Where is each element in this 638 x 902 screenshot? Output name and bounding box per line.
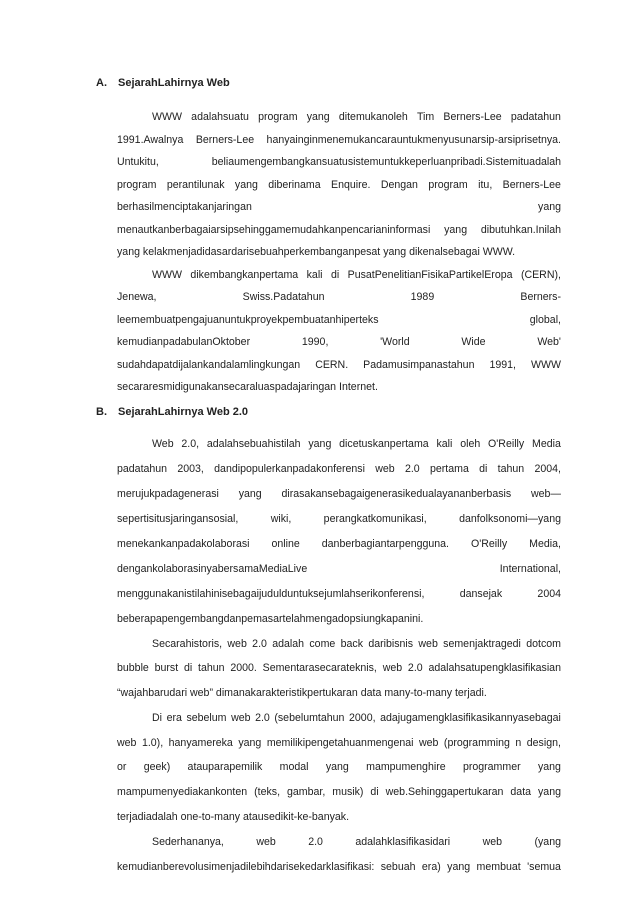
section-b-letter: B. bbox=[96, 406, 107, 418]
sectionA-line: Jenewa, Swiss.Padatahun 1989 Berners- bbox=[117, 291, 561, 303]
sectionB-line: menggunakanistilahinisebagaijudulduntuksejumlahserikonferensi, dansejak 2004 bbox=[117, 588, 561, 600]
sectionA-line: leemembuatpengajuanuntukproyekpembuatanhiperteks global, bbox=[117, 314, 561, 326]
sectionA-line: yang kelakmenjadidasardarisebuahperkembanganpesat yang dikenalsebagai WWW. bbox=[117, 246, 516, 258]
sectionB-line: terjadiadalah one-to-many atausedikit-ke-banyak. bbox=[117, 811, 350, 823]
sectionA-line: kemudianpadabulanOktober 1990, 'World Wide Web' bbox=[117, 336, 561, 348]
sectionB-line: beberapapengembangdanpemasartelahmengadopsiungkapanini. bbox=[117, 613, 424, 625]
section-b-heading bbox=[96, 406, 248, 418]
sectionB-line: menekankanpadakolaborasi online danberbagiantarpengguna. O'Reilly Media, bbox=[117, 538, 561, 550]
sectionB-line: sepertisitusjaringansosial, wiki, perangkatkomunikasi, danfolksonomi—yang bbox=[117, 513, 561, 525]
sectionB-line: padatahun 2003, dandipopulerkanpadakonferensi web 2.0 pertama di tahun 2004, bbox=[117, 463, 561, 475]
sectionB-line: kemudianberevolusimenjadilebihdarisekedarklasifikasi: sebuah era) yang membuat 'semua bbox=[117, 861, 561, 873]
sectionB-line: or geek) atauparapemilik modal yang mampumenghire programmer yang bbox=[117, 761, 561, 773]
section-a-heading bbox=[96, 77, 230, 89]
section-a-title: SejarahLahirnya Web bbox=[118, 77, 230, 89]
sectionA-line: Untukitu, beliaumengembangkansuatusistemuntukkeperluanpribadi.Sistemituadalah bbox=[117, 156, 561, 168]
sectionA-line: menautkanberbagaiarsipsehinggamemudahkanpencarianinformasi yang dibutuhkan.Inilah bbox=[117, 224, 561, 236]
section-a-letter: A. bbox=[96, 77, 107, 89]
sectionA-line: secararesmidigunakansecaraluaspadajaringan Internet. bbox=[117, 381, 378, 393]
sectionB-line: merujukpadagenerasi yang dirasakansebagaigenerasikedualayananberbasis web— bbox=[117, 488, 561, 500]
sectionB-line: mampumenyediakankonten (teks, gambar, musik) di web.Sehinggapertukaran data yang bbox=[117, 786, 561, 798]
sectionA-line: berhasilmenciptakanjaringan yang bbox=[117, 201, 561, 213]
sectionB-line: Web 2.0, adalahsebuahistilah yang dicetuskanpertama kali oleh O'Reilly Media bbox=[152, 438, 561, 450]
sectionB-line: web 1.0), hanyamereka yang memilikipengetahuanmengenai web (programming n design, bbox=[117, 737, 561, 749]
sectionB-line: Secarahistoris, web 2.0 adalah come back daribisnis web semenjaktragedi dotcom bbox=[152, 638, 561, 650]
sectionB-line: dengankolaborasinyabersamaMediaLive International, bbox=[117, 563, 561, 575]
sectionA-line: sudahdapatdijalankandalamlingkungan CERN. Padamusimpanastahun 1991, WWW bbox=[117, 359, 561, 371]
sectionA-line: 1991.Awalnya Berners-Lee hanyainginmenemukancarauntukmenyusunarsip-arsiprisetnya. bbox=[117, 134, 561, 146]
sectionB-line: “wajahbarudari web” dimanakarakteristikpertukaran data many-to-many terjadi. bbox=[117, 687, 487, 699]
sectionB-line: Sederhananya, web 2.0 adalahklasifikasidari web (yang bbox=[152, 836, 561, 848]
sectionA-line: WWW dikembangkanpertama kali di PusatPenelitianFisikaPartikelEropa (CERN), bbox=[152, 269, 561, 281]
sectionB-line: Di era sebelum web 2.0 (sebelumtahun 2000, adajugamengklasifikasikannyasebagai bbox=[152, 712, 561, 724]
section-b-title: SejarahLahirnya Web 2.0 bbox=[118, 406, 249, 418]
sectionB-line: bubble burst di tahun 2000. Sementarasecarateknis, web 2.0 adalahsatupengklasifikasian bbox=[117, 662, 561, 674]
sectionA-line: program perantilunak yang diberinama Enquire. Dengan program itu, Berners-Lee bbox=[117, 179, 561, 191]
sectionA-line: WWW adalahsuatu program yang ditemukanoleh Tim Berners-Lee padatahun bbox=[152, 111, 561, 123]
